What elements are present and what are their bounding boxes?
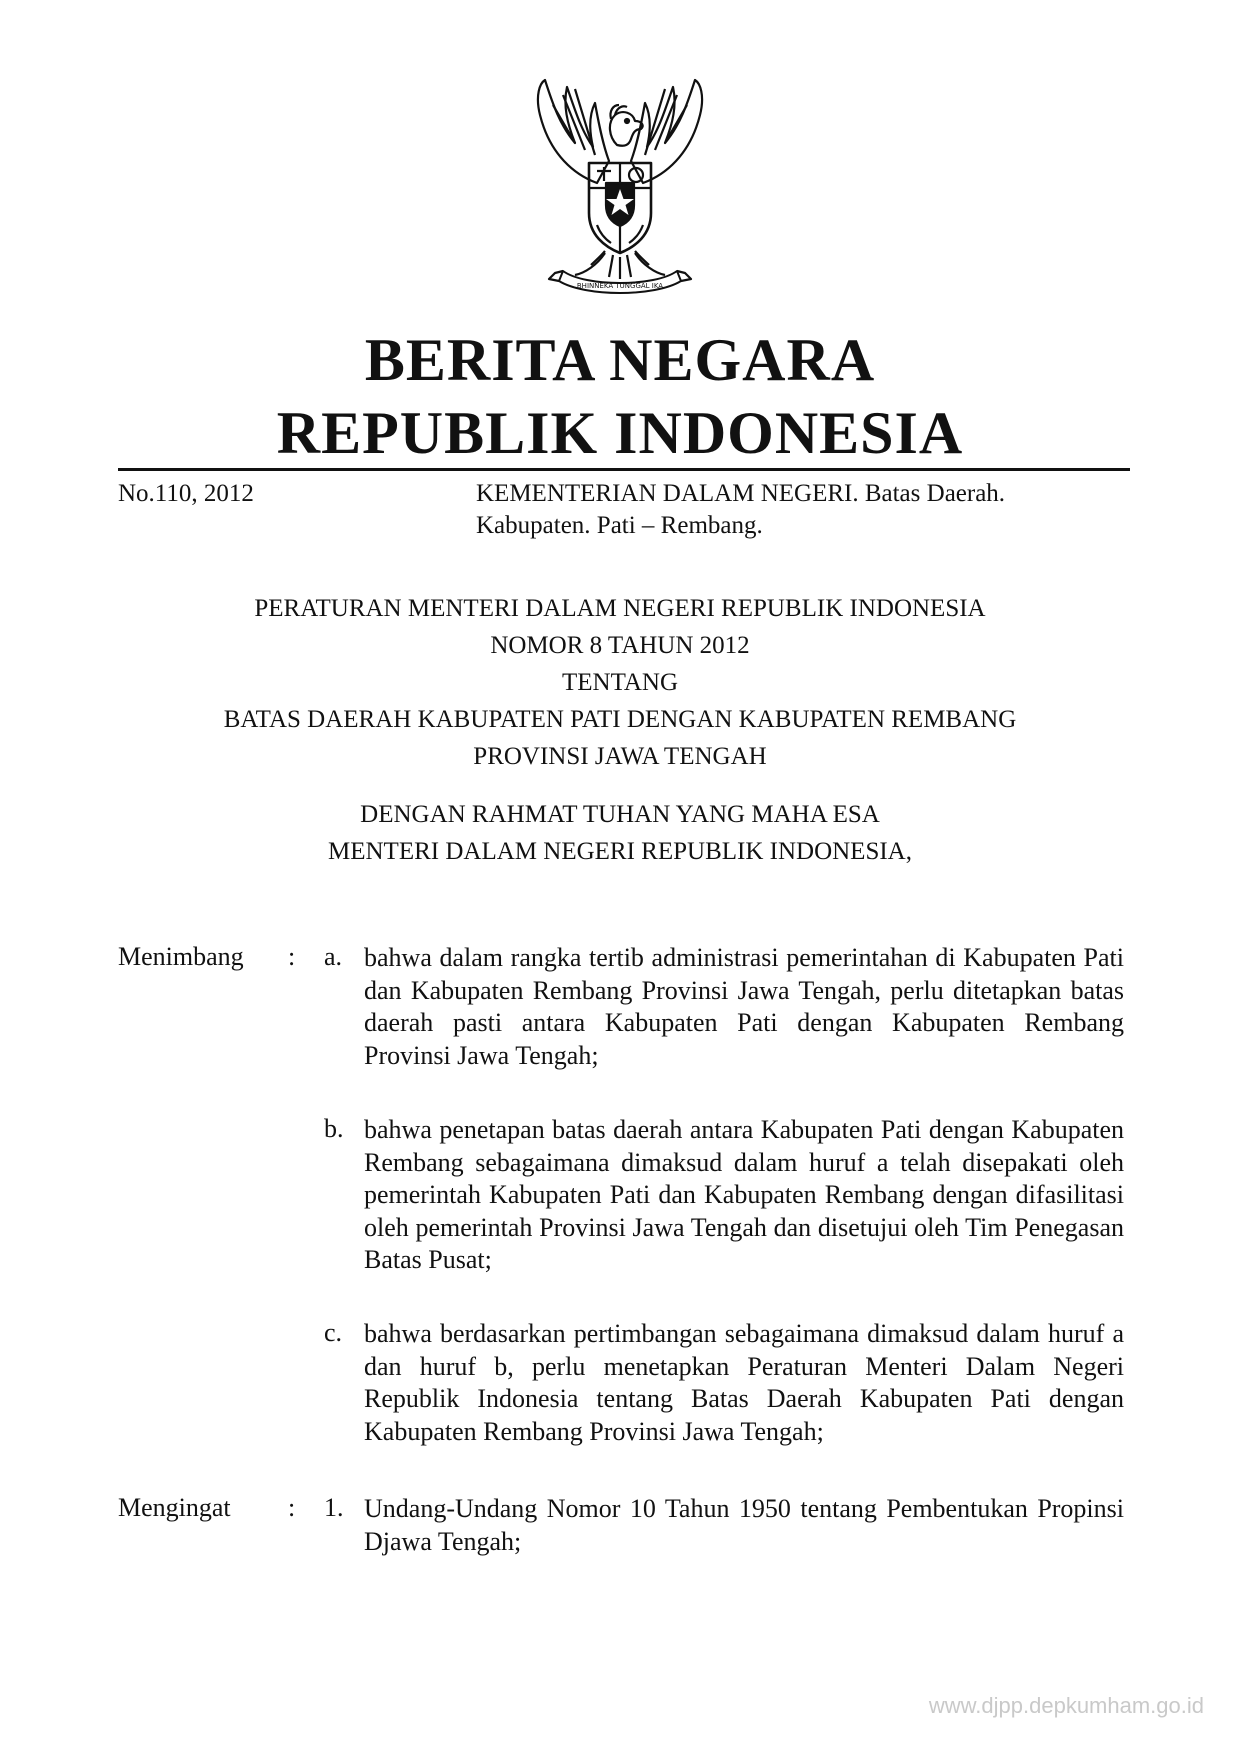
gazette-subject xyxy=(476,478,1136,542)
menimbang-label: Menimbang xyxy=(118,942,244,971)
gazette-subject-line1: KEMENTERIAN DALAM NEGERI. Batas Daerah. xyxy=(476,480,1006,507)
gazette-title-line2: REPUBLIK INDONESIA xyxy=(276,400,964,466)
website-watermark: www.djpp.depkumham.go.id xyxy=(928,1693,1204,1718)
mengingat-label: Mengingat xyxy=(118,1493,231,1522)
menimbang-item-a-text: bahwa dalam rangka tertib administrasi pemerintahan di Kabupaten Pati dan Kabupaten Rembang Provinsi Jawa Tengah, perlu ditetapkan batas daerah pasti antara Kabupaten Pati dengan Kabupaten Rembang Provinsi Jawa Tengah; xyxy=(364,943,1124,1070)
regulation-subject: BATAS DAERAH KABUPATEN PATI DENGAN KABUPATEN REMBANG xyxy=(223,706,1017,733)
gazette-title-line1: BERITA NEGARA xyxy=(364,327,876,393)
regulation-tentang: TENTANG xyxy=(561,669,679,696)
menimbang-item-b-text: bahwa penetapan batas daerah antara Kabupaten Pati dengan Kabupaten Rembang sebagaimana dimaksud dalam huruf a telah disepakati oleh pemerintah Kabupaten Pati dan Kabupaten Rembang dengan difasilitasi oleh pemerintah Provinsi Jawa Tengah dan disetujui oleh Tim Penegasan Batas Pusat; xyxy=(364,1115,1124,1274)
regulation-province: PROVINSI JAWA TENGAH xyxy=(473,743,767,770)
mengingat-colon: : xyxy=(288,1493,296,1522)
menimbang-item-c-mark: c. xyxy=(324,1318,343,1347)
mengingat-item-1-text: Undang-Undang Nomor 10 Tahun 1950 tentang Pembentukan Propinsi Djawa Tengah; xyxy=(364,1494,1124,1556)
preamble-rahmat: DENGAN RAHMAT TUHAN YANG MAHA ESA xyxy=(360,801,880,828)
gazette-subject-line2: Kabupaten. Pati – Rembang. xyxy=(476,512,763,539)
menimbang-colon: : xyxy=(288,942,296,971)
menimbang-item-c-text: bahwa berdasarkan pertimbangan sebagaimana dimaksud dalam huruf a dan huruf b, perlu menetapkan Peraturan Menteri Dalam Negeri Republik Indonesia tentang Batas Daerah Kabupaten Pati dengan Kabupaten Rembang Provinsi Jawa Tengah; xyxy=(364,1319,1124,1446)
svg-text:BHINNEKA TUNGGAL IKA: BHINNEKA TUNGGAL IKA xyxy=(576,282,664,290)
regulation-title: PERATURAN MENTERI DALAM NEGERI REPUBLIK INDONESIA xyxy=(254,595,986,622)
regulation-number: NOMOR 8 TAHUN 2012 xyxy=(490,632,750,659)
header-divider xyxy=(118,468,1130,471)
gazette-number: No.110, 2012 xyxy=(118,480,254,507)
menimbang-item-b-mark: b. xyxy=(324,1114,344,1143)
preamble-menteri: MENTERI DALAM NEGERI REPUBLIK INDONESIA, xyxy=(328,838,912,865)
mengingat-item-1-mark: 1. xyxy=(324,1493,344,1522)
menimbang-item-a-mark: a. xyxy=(324,942,343,971)
garuda-emblem-icon xyxy=(505,75,735,305)
